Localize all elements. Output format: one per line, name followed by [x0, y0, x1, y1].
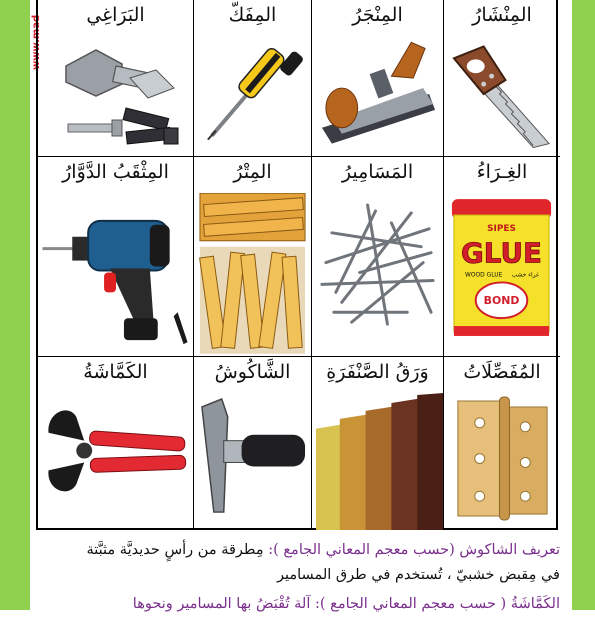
card-nails	[311, 156, 443, 356]
card-screws	[38, 0, 193, 156]
page-border-left	[0, 0, 30, 610]
card-hinges	[443, 356, 560, 530]
page-border-right	[572, 0, 595, 610]
folding-ruler-icon	[194, 193, 311, 356]
screwdriver-icon	[194, 36, 311, 156]
screws-bolts-icon	[38, 36, 193, 156]
glue-brand: SIPES	[487, 223, 516, 234]
glue-arabic: غراء خشب	[511, 271, 540, 279]
card-label: المُفَصِّلَاتُ	[463, 361, 541, 383]
card-screwdriver	[193, 0, 311, 156]
card-saw	[443, 0, 560, 156]
glue-word: GLUE	[461, 236, 542, 270]
card-plane	[311, 0, 443, 156]
power-drill-icon	[38, 193, 193, 356]
card-drill	[38, 156, 193, 356]
hammer-icon	[194, 393, 311, 530]
card-sandpaper	[311, 356, 443, 530]
glue-sub: WOOD GLUE	[464, 271, 503, 279]
card-label: الغِـرَاءُ	[476, 161, 528, 183]
card-hammer	[193, 356, 311, 530]
sandpaper-icon	[312, 393, 443, 530]
definition-line2: في مِقبض خشبيّ ، تُستخدم في طرق المسامير	[277, 567, 560, 583]
hinge-icon	[444, 393, 560, 530]
card-label: الشَّاكُوشُ	[214, 361, 291, 383]
definition-heading: تعريف الشاكوش (حسب معجم المعاني الجامع ):	[268, 542, 560, 558]
card-label: البَرَاغِي	[86, 4, 145, 26]
card-glue	[443, 156, 560, 356]
handsaw-icon	[444, 36, 560, 156]
card-ruler	[193, 156, 311, 356]
card-pincers	[38, 356, 193, 530]
glue-jar-icon	[444, 193, 560, 356]
hammer-definition	[40, 538, 560, 588]
card-label: المِنْشَارُ	[472, 4, 532, 26]
pincers-icon	[38, 393, 193, 530]
pincers-definition: الكَمَّاشَةُ ( حسب معجم المعاني الجامع ): آلة تُقْبَضُ بها المسامير ونحوها	[132, 596, 560, 612]
card-label: المِنْجَرُ	[352, 4, 403, 26]
card-label: المِتْرُ	[233, 161, 272, 183]
definition-line1: مِطرقة من رأسٍ حديديَّة مثبَّتة	[86, 542, 264, 558]
nails-icon	[312, 193, 443, 356]
glue-logo: BOND	[483, 294, 520, 308]
card-label: الكَمَّاشَةُ	[83, 361, 148, 383]
card-label: المَسَامِيرُ	[341, 161, 414, 183]
card-label: المِثْقَبُ الدَّوَّارُ	[62, 161, 169, 183]
card-label: وَرَقُ الصَّنْفَرَةِ	[326, 361, 429, 383]
watermark-text: www.mad	[31, 14, 42, 70]
card-label: المِفَكّ	[228, 4, 277, 26]
tools-grid	[36, 0, 558, 530]
hand-plane-icon	[312, 36, 443, 156]
